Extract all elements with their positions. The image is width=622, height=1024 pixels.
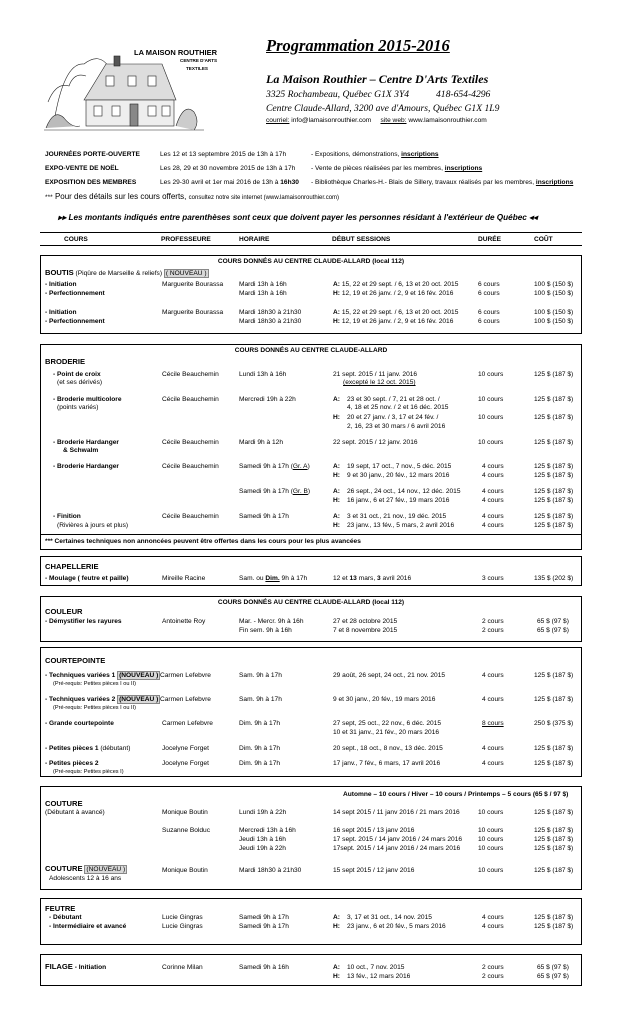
table-cell: A: 15, 22 et 29 sept. / 6, 13 et 20 oct. 2015	[333, 309, 459, 316]
table-cell: - Broderie Hardanger	[53, 439, 119, 446]
table-cell: 125 $ (187 $)	[534, 396, 574, 403]
broderie-note: *** Certaines techniques non annoncées peuvent être offertes dans les cours pour les plus avancées	[45, 538, 361, 545]
table-cell: 125 $ (187 $)	[534, 827, 574, 834]
inscriptions-link[interactable]: inscriptions	[444, 165, 483, 172]
table-cell: 4 cours	[482, 914, 504, 921]
col-horaire: HORAIRE	[239, 236, 270, 243]
table-cell: (excepté le 12 oct. 2015)	[343, 379, 416, 386]
table-cell: & Schwalm	[63, 447, 99, 454]
section-title: FEUTRE	[45, 904, 76, 913]
table-cell: COUTURE (NOUVEAU )	[45, 864, 126, 873]
table-cell: Mireille Racine	[162, 575, 206, 582]
table-cell: - Techniques variées 1 (NOUVEAU )	[45, 672, 159, 679]
table-cell: Jocelyne Forget	[162, 760, 209, 767]
table-cell: Monique Boutin	[162, 867, 208, 874]
section-title: BRODERIE	[45, 357, 86, 366]
table-cell: Lucie Gingras	[162, 923, 203, 930]
table-cell: 125 $ (187 $)	[534, 414, 574, 421]
table-cell: Samedi 9h à 17h	[239, 914, 289, 921]
table-cell: 125 $ (187 $)	[534, 463, 574, 470]
table-cell: 4 cours	[482, 672, 504, 679]
table-cell: Lundi 13h à 16h	[239, 371, 287, 378]
table-cell: 10 cours	[478, 414, 504, 421]
table-cell: 135 $ (202 $)	[534, 575, 574, 582]
table-cell: Sam. ou Dim. 9h à 17h	[239, 575, 308, 582]
section-filage	[40, 954, 582, 986]
table-cell: A: 15, 22 et 29 sept. / 6, 13 et 20 oct. 2015	[333, 281, 459, 288]
phone: 418-654-4296	[436, 89, 491, 100]
table-cell: 26 sept., 24 oct., 14 nov., 12 déc. 2015	[347, 488, 461, 495]
new-badge: (NOUVEAU )	[119, 672, 159, 679]
table-cell: 4 cours	[482, 497, 504, 504]
table-cell: 125 $ (187 $)	[534, 488, 574, 495]
couture-pricing-note: Automne – 10 cours / Hiver – 10 cours / Printemps – 5 cours (65 $ / 97 $)	[343, 791, 569, 798]
table-cell: 100 $ (150 $)	[534, 290, 574, 297]
table-cell: Adolescents 12 à 16 ans	[49, 875, 122, 882]
section-title: BOUTIS	[45, 268, 74, 277]
table-cell: 2 cours	[482, 973, 504, 980]
table-cell: 6 cours	[478, 309, 500, 316]
section-couleur	[40, 596, 582, 642]
table-cell: 3 cours	[482, 575, 504, 582]
table-cell: H:	[333, 497, 340, 504]
table-cell: 125 $ (187 $)	[534, 809, 574, 816]
table-cell: H:	[333, 472, 340, 479]
logo-sub1: CENTRE D'ARTS	[180, 58, 218, 63]
event-name: JOURNÉES PORTE-OUVERTE	[45, 151, 140, 158]
table-cell: Mercredi 13h à 16h	[239, 827, 296, 834]
table-cell: 125 $ (187 $)	[534, 845, 574, 852]
address-2: Centre Claude-Allard, 3200 ave d'Amours, Québec G1X 1L9	[266, 103, 500, 114]
table-cell: Dim. 9h à 17h	[239, 720, 281, 727]
price-notice: ▸▸ Les montants indiqués entre parenthèses sont ceux que doivent payer les personnes résidant à l'extérieur de Québec ◂◂	[58, 213, 538, 222]
table-cell: 4 cours	[482, 745, 504, 752]
table-cell: Samedi 9h à 17h (Gr. B)	[239, 488, 311, 495]
table-cell: 3, 17 et 31 oct., 14 nov. 2015	[347, 914, 432, 921]
table-cell: 4 cours	[482, 488, 504, 495]
table-cell: 4 cours	[482, 463, 504, 470]
table-cell: 10 cours	[478, 809, 504, 816]
table-cell: FILAGE - Initiation	[45, 962, 107, 971]
table-cell: 20 sept., 18 oct., 8 nov., 13 déc. 2015	[333, 745, 443, 752]
table-cell: 10 cours	[478, 845, 504, 852]
table-cell: 23 et 30 sept. / 7, 21 et 28 oct. /	[347, 396, 440, 403]
table-cell: 125 $ (187 $)	[534, 867, 574, 874]
table-cell: 2 cours	[482, 964, 504, 971]
table-cell: Mardi 18h30 à 21h30	[239, 867, 302, 874]
event-desc: - Bibliothèque Charles-H.- Blais de Sillery, travaux réalisés par les membres, inscriptions	[311, 179, 574, 186]
table-cell: Lucie Gingras	[162, 914, 203, 921]
location-header: COURS DONNÉS AU CENTRE CLAUDE-ALLARD (local 112)	[217, 599, 405, 606]
table-cell: (Pré-requis: Petites pièces I ou II)	[53, 705, 137, 711]
table-cell: 125 $ (187 $)	[534, 696, 574, 703]
new-badge: (NOUVEAU )	[119, 696, 159, 703]
section-title: COUTURE	[45, 799, 83, 808]
table-cell: 125 $ (187 $)	[534, 914, 574, 921]
event-desc: - Vente de pièces réalisées par les membres, inscriptions	[311, 165, 483, 172]
table-cell: 15 sept 2015 / 12 janv 2016	[333, 867, 415, 874]
table-cell: A:	[333, 513, 340, 520]
table-cell: 9 et 30 janv., 20 fév., 12 mars 2016	[347, 472, 450, 479]
location-header: COURS DONNÉS AU CENTRE CLAUDE-ALLARD	[234, 347, 388, 354]
table-cell: 22 sept. 2015 / 12 janv. 2016	[333, 439, 418, 446]
table-cell: 65 $ (97 $)	[537, 618, 569, 625]
table-cell: Samedi 9h à 17h	[239, 513, 289, 520]
table-cell: - Initiation	[45, 309, 77, 316]
table-cell: Monique Boutin	[162, 809, 208, 816]
section-title: COURTEPOINTE	[45, 656, 106, 665]
table-cell: Corinne Milan	[162, 964, 203, 971]
table-cell: Jeudi 13h à 16h	[239, 836, 286, 843]
table-cell: 6 cours	[478, 281, 500, 288]
table-cell: Dim. 9h à 17h	[239, 760, 281, 767]
table-cell: 4 cours	[482, 513, 504, 520]
table-cell: 29 août, 26 sept, 24 oct., 21 nov. 2015	[333, 672, 446, 679]
table-cell: H:	[333, 973, 340, 980]
section-chapellerie	[40, 556, 582, 586]
table-cell: Mardi 18h30 à 21h30	[239, 309, 302, 316]
table-cell: 2 cours	[482, 618, 504, 625]
table-cell: Cécile Beauchemin	[162, 513, 219, 520]
table-cell: 125 $ (187 $)	[534, 745, 574, 752]
table-cell: - Broderie Hardanger	[53, 463, 119, 470]
table-cell: 125 $ (187 $)	[534, 672, 574, 679]
email-link[interactable]: info@lamaisonrouthier.com	[291, 117, 372, 124]
table-cell: Carmen Lefebvre	[160, 696, 211, 703]
table-cell: A:	[333, 914, 340, 921]
table-cell: 65 $ (97 $)	[537, 964, 569, 971]
table-cell: 17 janv., 7 fév., 6 mars, 17 avril 2016	[333, 760, 441, 767]
table-cell: 10 et 31 janv., 21 fév., 20 mars 2016	[333, 729, 440, 736]
table-cell: 27 et 28 octobre 2015	[333, 618, 398, 625]
table-cell: 125 $ (187 $)	[534, 760, 574, 767]
table-cell: (Pré-requis: Petites pièces I)	[53, 769, 124, 775]
table-cell: 27 sept, 25 oct., 22 nov., 6 déc. 2015	[333, 720, 442, 727]
table-cell: 12 et 13 mars, 3 avril 2016	[333, 575, 412, 582]
section-couture	[40, 786, 582, 890]
table-cell: Marguerite Bourassa	[162, 309, 224, 316]
table-cell: 4 cours	[482, 522, 504, 529]
table-cell: Mardi 9h à 12h	[239, 439, 283, 446]
table-cell: (Pré-requis: Petites pièces I ou II)	[53, 681, 137, 687]
table-cell: 2, 16, 23 et 30 mars / 6 avril 2016	[347, 423, 446, 430]
table-cell: 2 cours	[482, 627, 504, 634]
website-link[interactable]: www.lamaisonrouthier.com	[408, 117, 487, 124]
table-cell: - Démystifier les rayures	[45, 618, 122, 625]
table-cell: - Moulage ( feutre et paille)	[45, 575, 129, 582]
org-name: La Maison Routhier – Centre D'Arts Textiles	[266, 72, 489, 86]
table-cell: Cécile Beauchemin	[162, 371, 219, 378]
table-cell: 16 sept 2015 / 13 janv 2016	[333, 827, 415, 834]
table-cell: 100 $ (150 $)	[534, 318, 574, 325]
table-cell: 4 cours	[482, 472, 504, 479]
table-cell: 17sept. 2015 / 14 janv 2016 / 24 mars 2016	[333, 845, 461, 852]
table-cell: 10 cours	[478, 439, 504, 446]
table-cell: - Intermédiaire et avancé	[49, 923, 127, 930]
table-cell: - Techniques variées 2 (NOUVEAU )	[45, 696, 159, 703]
table-cell: Cécile Beauchemin	[162, 463, 219, 470]
table-cell: 125 $ (187 $)	[534, 513, 574, 520]
table-cell: (et ses dérivés)	[57, 379, 103, 386]
section-title: CHAPELLERIE	[45, 562, 99, 571]
inscriptions-link[interactable]: inscriptions	[401, 151, 439, 158]
col-cours: COURS	[64, 236, 88, 243]
table-cell: - Grande courtepointe	[45, 720, 114, 727]
table-cell: Dim. 9h à 17h	[239, 745, 281, 752]
table-cell: - Finition	[53, 513, 81, 520]
table-cell: - Débutant	[49, 914, 82, 921]
table-cell: 125 $ (187 $)	[534, 371, 574, 378]
col-cout: COÛT	[534, 236, 553, 243]
col-debut: DÉBUT SESSIONS	[332, 236, 391, 243]
table-cell: Jocelyne Forget	[162, 745, 209, 752]
table-cell: Mercredi 19h à 22h	[239, 396, 296, 403]
table-cell: - Point de croix	[53, 371, 101, 378]
table-cell: Carmen Lefebvre	[162, 720, 213, 727]
table-cell: 10 oct., 7 nov. 2015	[347, 964, 405, 971]
table-cell: A:	[333, 488, 340, 495]
table-cell: Samedi 9h à 17h	[239, 923, 289, 930]
event-date: Les 12 et 13 septembre 2015 de 13h à 17h	[160, 151, 287, 158]
table-cell: 4 cours	[482, 696, 504, 703]
table-cell: 10 cours	[478, 867, 504, 874]
new-badge: ( NOUVEAU )	[165, 270, 207, 277]
table-cell: 17 sept. 2015 / 14 janv 2016 / 24 mars 2016	[333, 836, 463, 843]
table-cell: 4 cours	[482, 760, 504, 767]
section-title: FILAGE	[45, 962, 73, 971]
table-cell: Fin sem. 9h à 16h	[239, 627, 292, 634]
table-cell: Mardi 18h30 à 21h30	[239, 318, 302, 325]
table-cell: 20 et 27 janv. / 3, 17 et 24 fév. /	[347, 414, 439, 421]
table-cell: 125 $ (187 $)	[534, 836, 574, 843]
table-cell: 8 cours	[482, 720, 504, 727]
table-cell: H:	[333, 923, 340, 930]
table-cell: Cécile Beauchemin	[162, 439, 219, 446]
section-broderie	[40, 344, 582, 550]
address-1: 3325 Rochambeau, Québec G1X 3Y4	[266, 89, 410, 100]
table-cell: 16 janv., 6 et 27 fév., 19 mars 2016	[347, 497, 450, 504]
table-cell: H: 12, 19 et 26 janv. / 2, 9 et 16 fév. 2016	[333, 318, 454, 325]
table-cell: 250 $ (375 $)	[534, 720, 574, 727]
col-professeure: PROFESSEURE	[161, 236, 211, 243]
table-cell: A:	[333, 396, 340, 403]
section-title: COULEUR	[45, 607, 83, 616]
table-cell: Suzanne Bolduc	[162, 827, 211, 834]
logo-sub2: TEXTILES	[186, 66, 208, 71]
table-cell: 23 janv., 13 fév., 5 mars, 2 avril 2016	[347, 522, 455, 529]
table-cell: H:	[333, 414, 340, 421]
col-duree: DURÉE	[478, 236, 502, 243]
table-cell: 6 cours	[478, 318, 500, 325]
table-cell: 6 cours	[478, 290, 500, 297]
table-cell: Jeudi 19h à 22h	[239, 845, 286, 852]
table-cell: - Perfectionnement	[45, 318, 105, 325]
table-cell: 125 $ (187 $)	[534, 497, 574, 504]
section-boutis: COURS DONNÉS AU CENTRE CLAUDE-ALLARD (local 112) BOUTIS (Piqûre de Marseille & reliefs) ( NOUVEAU ) - Initiation Marguerite Bourassa Mardi 13h à 16h A: 15, 22 et 29 sept. / 6, 13 et 20 oct. 2015 6 cours 100 $ (150 $) - Perfectionnement Mardi 13h à 16h H: 12, 19 et 26 janv. / 2, 9 et 16 fév. 2016 6 cours 100 $ (150 $) - Initiation Marguerite Bourassa Mardi 18h30 à 21h30 A: 15, 22 et 29 sept. / 6, 13 et 20 oct. 2015 6 cours 100 $ (150 $) - Perfectionnement Mardi 18h30 à 21h30 H: 12, 19 et 26 janv. / 2, 9 et 16 fév. 2016 6 cours 100 $ (150 $)	[40, 255, 582, 334]
table-cell: 19 sept, 17 oct., 7 nov., 5 déc. 2015	[347, 463, 452, 470]
table-cell: (points variés)	[57, 404, 99, 411]
table-cell: - Initiation	[45, 281, 77, 288]
table-cell: A:	[333, 463, 340, 470]
table-cell: - Perfectionnement	[45, 290, 105, 297]
event-desc: - Expositions, démonstrations, inscriptions	[311, 151, 439, 158]
new-badge: (NOUVEAU )	[86, 866, 126, 873]
table-cell: Antoinette Roy	[162, 618, 206, 625]
table-cell: 7 et 8 novembre 2015	[333, 627, 398, 634]
table-cell: Carmen Lefebvre	[160, 672, 211, 679]
table-cell: 125 $ (187 $)	[534, 439, 574, 446]
table-cell: 10 cours	[478, 827, 504, 834]
table-cell: Cécile Beauchemin	[162, 396, 219, 403]
logo-title: LA MAISON ROUTHIER	[134, 48, 218, 57]
table-cell: Mardi 13h à 16h	[239, 281, 287, 288]
table-cell: 14 sept 2015 / 11 janv 2016 / 21 mars 2016	[333, 809, 460, 816]
table-cell: 65 $ (97 $)	[537, 973, 569, 980]
table-cell: Lundi 19h à 22h	[239, 809, 287, 816]
table-cell: 9 et 30 janv., 20 fév., 19 mars 2016	[333, 696, 436, 703]
table-cell: 65 $ (97 $)	[537, 627, 569, 634]
table-cell: (Débutant à avancé)	[45, 809, 105, 816]
table-cell: 125 $ (187 $)	[534, 923, 574, 930]
table-cell: Mardi 13h à 16h	[239, 290, 287, 297]
table-cell: - Petites pièces 2	[45, 760, 99, 767]
location-header: COURS DONNÉS AU CENTRE CLAUDE-ALLARD (local 112)	[217, 258, 405, 265]
table-cell: 100 $ (150 $)	[534, 309, 574, 316]
inscriptions-link[interactable]: inscriptions	[535, 179, 574, 186]
event-name: EXPO-VENTE DE NOËL	[45, 165, 119, 172]
table-cell: 10 cours	[478, 371, 504, 378]
event-date: Les 28, 29 et 30 novembre 2015 de 13h à 17h	[160, 165, 296, 172]
table-cell: 4 cours	[482, 923, 504, 930]
contact-line: courriel: info@lamaisonrouthier.com site web: www.lamaisonrouthier.com	[266, 117, 487, 124]
table-cell: Sam. 9h à 17h	[239, 696, 282, 703]
table-cell: Samedi 9h à 16h	[239, 964, 289, 971]
table-cell: Marguerite Bourassa	[162, 281, 224, 288]
table-cell: 125 $ (187 $)	[534, 522, 574, 529]
event-date: Les 29-30 avril et 1er mai 2016 de 13h à 16h30	[160, 179, 299, 186]
table-cell: - Petites pièces 1 (débutant)	[45, 745, 131, 752]
table-cell: Mar. - Mercr. 9h à 16h	[239, 618, 304, 625]
table-cell: 125 $ (187 $)	[534, 472, 574, 479]
table-cell: 3 et 31 oct., 21 nov., 19 déc. 2015	[347, 513, 447, 520]
table-cell: H:	[333, 522, 340, 529]
details-line: *** Pour des détails sur les cours offerts, consultez notre site internet (www.lamaisonrouthier.com)	[45, 192, 340, 201]
table-cell: 100 $ (150 $)	[534, 281, 574, 288]
table-cell: 21 sept. 2015 / 11 janv. 2016	[333, 371, 418, 378]
table-cell: H: 12, 19 et 26 janv. / 2, 9 et 16 fév. 2016	[333, 290, 454, 297]
table-cell: 10 cours	[478, 396, 504, 403]
table-cell: 23 janv., 6 et 20 fév., 5 mars 2016	[347, 923, 446, 930]
page-title: Programmation 2015-2016	[266, 36, 450, 55]
table-cell: (Rivières à jours et plus)	[57, 522, 129, 529]
table-cell: 10 cours	[478, 836, 504, 843]
event-name: EXPOSITION DES MEMBRES	[45, 179, 137, 186]
table-cell: Sam. 9h à 17h	[239, 672, 282, 679]
section-courtepointe	[40, 647, 582, 777]
table-cell: Samedi 9h à 17h (Gr. A)	[239, 463, 310, 470]
table-cell: - Broderie multicolore	[53, 396, 122, 403]
table-cell: A:	[333, 964, 340, 971]
section-feutre	[40, 898, 582, 945]
table-cell: 13 fév., 12 mars 2016	[347, 973, 411, 980]
table-cell: 4, 18 et 25 nov. / 2 et 16 déc. 2015	[347, 404, 449, 411]
